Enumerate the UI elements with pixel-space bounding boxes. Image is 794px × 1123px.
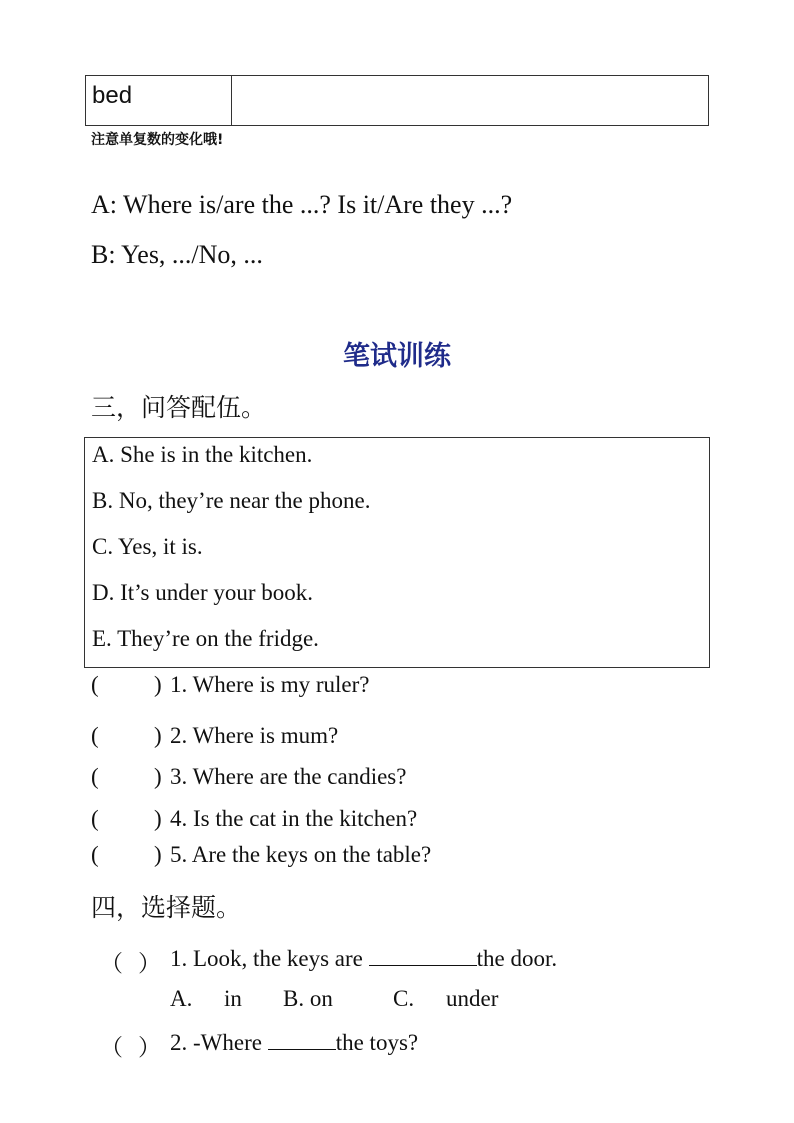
- q3-3-paren-close: ): [154, 764, 162, 789]
- question-3-5: 5. Are the keys on the table?: [170, 842, 432, 867]
- q3-2-paren-open: (: [91, 723, 99, 748]
- question-3-4: 4. Is the cat in the kitchen?: [170, 806, 418, 831]
- q4-1-paren-open: （: [100, 951, 123, 976]
- option-e: E. They’re on the fridge.: [92, 626, 319, 651]
- option-b: B. No, they’re near the phone.: [92, 488, 371, 513]
- q3-5-paren-open: (: [91, 842, 99, 867]
- section-title: 笔试训练: [343, 341, 451, 372]
- answer-blank[interactable]: [369, 945, 477, 966]
- dialogue-line-b: B: Yes, .../No, ...: [91, 240, 263, 269]
- q4-2-paren-open: （: [100, 1035, 123, 1060]
- q3-4-paren-close: ): [154, 806, 162, 831]
- choice-a-label: A.: [170, 986, 193, 1011]
- q4-2-paren-close: ）: [138, 1035, 161, 1060]
- question-4-1: [170, 945, 557, 972]
- choice-a-text: in: [224, 986, 242, 1011]
- question-4-1-text: 1. Look, the keys are: [170, 946, 369, 971]
- q3-1-paren-close: ): [154, 672, 162, 697]
- section3-heading: 三，问答配伍。: [91, 393, 267, 422]
- q3-5-paren-close: ): [154, 842, 162, 867]
- q3-4-paren-open: (: [91, 806, 99, 831]
- section4-heading: 四，选择题。: [91, 893, 242, 922]
- choice-c-text: under: [446, 986, 499, 1011]
- q3-3-paren-open: (: [91, 764, 99, 789]
- option-c: C. Yes, it is.: [92, 534, 203, 559]
- question-3-2: 2. Where is mum?: [170, 723, 339, 748]
- q3-2-paren-close: ): [154, 723, 162, 748]
- vocab-word-cell: bed: [86, 76, 232, 125]
- option-d: D. It’s under your book.: [92, 580, 314, 605]
- choice-b: B. on: [283, 986, 333, 1011]
- question-3-1: 1. Where is my ruler?: [170, 672, 370, 697]
- dialogue-line-a: A: Where is/are the ...? Is it/Are they ...?: [91, 190, 513, 219]
- option-a: A. She is in the kitchen.: [92, 442, 313, 467]
- answer-blank[interactable]: [268, 1029, 336, 1050]
- question-4-2: [170, 1029, 418, 1056]
- q3-1-paren-open: (: [91, 672, 99, 697]
- question-4-2-tail: the toys?: [335, 1030, 419, 1055]
- vocab-table: [85, 75, 709, 126]
- question-3-3: 3. Where are the candies?: [170, 764, 407, 789]
- choice-c-label: C.: [393, 986, 415, 1011]
- answer-options-box: [84, 437, 710, 668]
- question-4-1-tail: the door.: [476, 946, 558, 971]
- vocab-answer-cell[interactable]: [232, 76, 708, 125]
- question-4-2-text: 2. -Where: [170, 1030, 268, 1055]
- q4-1-paren-close: ）: [138, 951, 161, 976]
- plural-note: 注意单复数的变化哦!: [91, 132, 224, 148]
